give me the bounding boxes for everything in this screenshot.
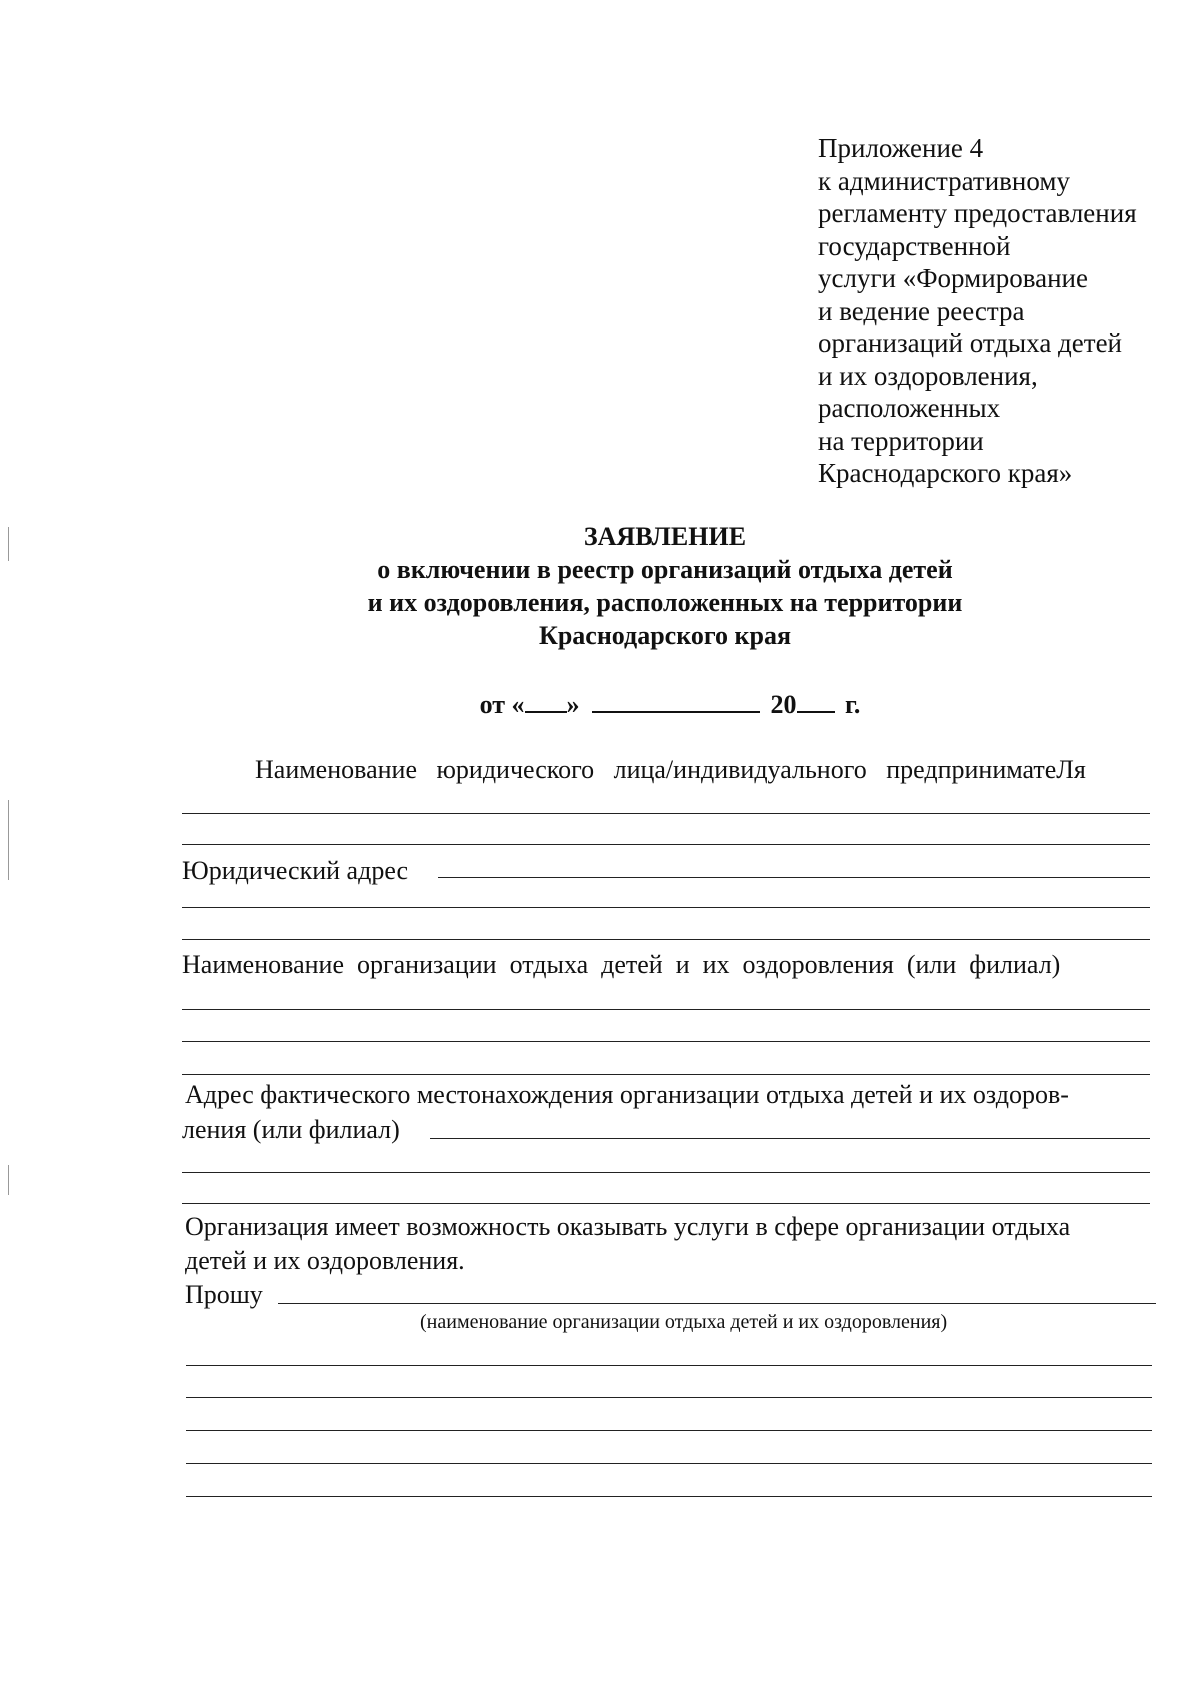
org-name-field[interactable] — [182, 1009, 1150, 1010]
day-field[interactable] — [525, 687, 567, 713]
request-field[interactable] — [186, 1365, 1152, 1366]
title-line: и их оздоровления, расположенных на территории — [367, 588, 963, 617]
annex-line: услуги «Формирование — [818, 263, 1088, 293]
annex-line: организаций отдыха детей — [818, 328, 1123, 358]
legal-name-field[interactable] — [182, 844, 1150, 845]
request-field[interactable] — [278, 1303, 1156, 1304]
legal-address-field[interactable] — [182, 907, 1150, 908]
capability-text: детей и их оздоровления. — [185, 1246, 465, 1275]
org-name-field[interactable] — [182, 1041, 1150, 1042]
annex-line: к административному — [818, 165, 1070, 196]
annex-line: Краснодарского края» — [818, 458, 1073, 488]
annex-line: регламенту предоставления — [818, 198, 1137, 228]
annex-line: и их оздоровления, — [818, 360, 1038, 391]
annex-line: расположенных — [818, 393, 1001, 423]
annex-line: на территории — [818, 425, 984, 456]
actual-address-label: ления (или филиал) — [182, 1115, 400, 1144]
actual-address-field[interactable] — [182, 1203, 1150, 1204]
annex-line: и ведение реестра — [818, 295, 1025, 326]
title-heading: ЗАЯВЛЕНИЕ — [583, 522, 747, 551]
actual-address-field[interactable] — [430, 1138, 1150, 1139]
legal-address-field[interactable] — [438, 877, 1150, 878]
request-field[interactable] — [186, 1397, 1152, 1398]
request-field[interactable] — [186, 1430, 1152, 1431]
legal-address-label: Юридический адрес — [182, 856, 409, 885]
request-field[interactable] — [186, 1463, 1152, 1464]
scan-artifact — [8, 1165, 9, 1195]
title-line: о включении в реестр организаций отдыха детей — [377, 555, 953, 584]
date-close-quote: » — [566, 690, 580, 719]
month-field[interactable] — [592, 687, 760, 713]
annex-line: государственной — [818, 230, 1011, 261]
annex-block — [818, 132, 1137, 490]
actual-address-label: Адрес фактического местонахождения организации отдыха детей и их оздоров- — [185, 1080, 1069, 1109]
request-hint: (наименование организации отдыха детей и их оздоровления) — [420, 1311, 948, 1333]
date-suffix: г. — [845, 690, 861, 719]
title-line: Краснодарского края — [538, 621, 792, 650]
year-prefix: 20 — [770, 690, 797, 719]
date-line — [70, 687, 1200, 720]
org-name-label: Наименование организации отдыха детей и их оздоровления (или филиал) — [182, 950, 1061, 979]
document-title — [0, 520, 1200, 652]
year-field[interactable] — [797, 687, 835, 713]
annex-line: Приложение 4 — [818, 133, 984, 163]
org-name-field[interactable] — [182, 1074, 1150, 1075]
legal-address-field[interactable] — [182, 939, 1150, 940]
capability-text: Организация имеет возможность оказывать услуги в сфере организации отдыха — [185, 1212, 1071, 1241]
date-prefix: от « — [479, 690, 525, 719]
legal-name-label: Наименование юридического лица/индивидуального предприниматеЛя — [255, 755, 1086, 784]
actual-address-field[interactable] — [182, 1172, 1150, 1173]
legal-name-field[interactable] — [182, 813, 1150, 814]
request-field[interactable] — [186, 1496, 1152, 1497]
scan-artifact — [8, 800, 9, 880]
request-label: Прошу — [185, 1280, 263, 1309]
